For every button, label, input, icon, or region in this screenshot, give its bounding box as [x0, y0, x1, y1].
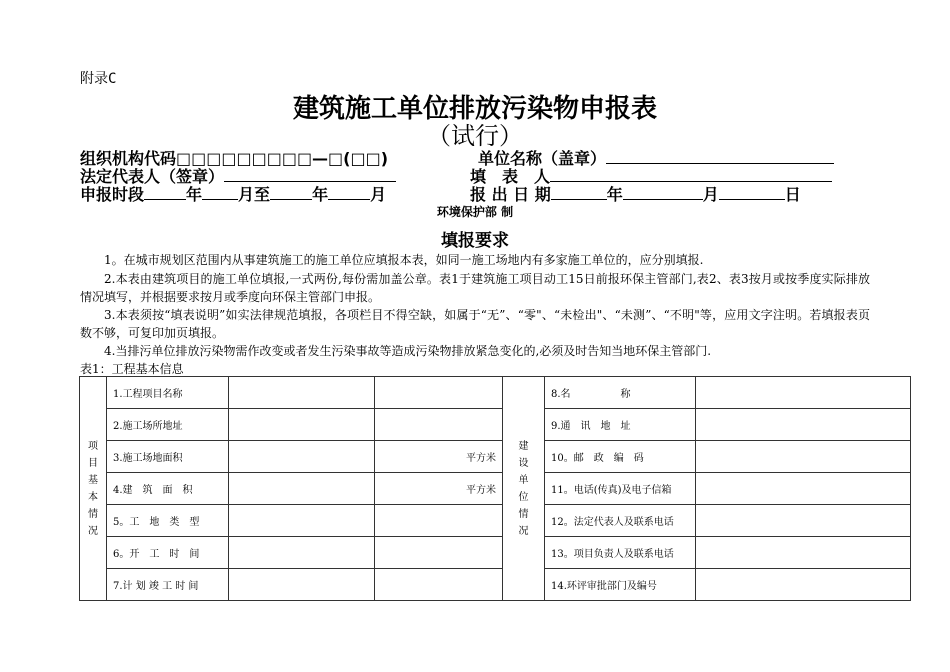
- left-field-label: 7.计 划 竣 工 时 间: [107, 569, 229, 601]
- report-date-field: [470, 182, 801, 205]
- left-field-label: 1.工程项目名称: [107, 377, 229, 409]
- requirement-item: 3.本表须按“填表说明”如实法律规范填报，各项栏目不得空缺，如属于“无”、“零"、“未检出"、“未测”、“不明"等，应用文字注明。若填报表页数不够，可复印加页填报。: [80, 308, 870, 340]
- table-row: [80, 537, 911, 569]
- left-field-label: 5。工 地 类 型: [107, 505, 229, 537]
- group-label-char: 基: [88, 474, 98, 486]
- period-year-label: 年: [186, 185, 203, 204]
- period-end-year-input[interactable]: [270, 185, 312, 200]
- left-field-value[interactable]: [229, 505, 375, 537]
- table-row: [80, 409, 911, 441]
- right-field-value[interactable]: [696, 441, 911, 473]
- right-field-value[interactable]: [696, 377, 911, 409]
- report-year-input[interactable]: [551, 185, 607, 200]
- form-title: 建筑施工单位排放污染物申报表: [292, 94, 657, 124]
- report-date-label: 报 出 日 期: [470, 185, 551, 204]
- filler-input[interactable]: [550, 167, 832, 182]
- unit-name-input[interactable]: [606, 149, 834, 164]
- period-month-label: 月: [238, 185, 255, 204]
- left-field-value[interactable]: [229, 377, 375, 409]
- period-field: [80, 182, 386, 205]
- left-field-unit: 平方米: [375, 473, 503, 505]
- right-field-value[interactable]: [696, 505, 911, 537]
- left-field-unit: [375, 569, 503, 601]
- report-month-label: 月: [702, 185, 719, 204]
- appendix-label: 附录C: [80, 71, 117, 87]
- form-subtitle: （试行）: [427, 122, 523, 150]
- legal-rep-label: 法定代表人（签章）: [80, 167, 225, 186]
- period-end-month-input[interactable]: [328, 185, 370, 200]
- right-field-label: 13。项目负责人及联系电话: [545, 537, 696, 569]
- right-field-label: 8.名 称: [545, 377, 696, 409]
- group-label-char: 项: [88, 440, 98, 452]
- group-label-char: 情: [518, 508, 529, 520]
- filler-label: 填 表 人: [470, 167, 551, 186]
- left-field-label: 4.建 筑 面 积: [107, 473, 229, 505]
- right-field-label: 11。电话(传真)及电子信箱: [545, 473, 696, 505]
- table-row: [80, 441, 911, 473]
- left-field-value[interactable]: [229, 409, 375, 441]
- requirement-item: 2.本表由建筑项目的施工单位填报,一式两份,每份需加盖公章。表1于建筑施工项目动工15日前报环保主管部门,表2、表3按月或按季度实际排放情况填写，并根据要求按月或季度向环保主管部门申报。: [80, 272, 870, 304]
- group-label-char: 建: [518, 440, 529, 452]
- right-field-label: 12。法定代表人及联系电话: [545, 505, 696, 537]
- table-row: [80, 569, 911, 601]
- report-day-input[interactable]: [719, 185, 785, 200]
- requirements-title: 填报要求: [441, 231, 509, 251]
- right-field-value[interactable]: [696, 409, 911, 441]
- left-field-unit: 平方米: [375, 441, 503, 473]
- unit-name-label: 单位名称（盖章）: [478, 149, 607, 168]
- period-end-year-label: 年: [312, 185, 329, 204]
- report-month-input[interactable]: [623, 185, 703, 200]
- report-day-label: 日: [784, 185, 801, 204]
- right-field-label: 14.环评审批部门及编号: [545, 569, 696, 601]
- table-row: [80, 473, 911, 505]
- group-label-char: 本: [88, 491, 98, 503]
- left-field-value[interactable]: [229, 441, 375, 473]
- right-field-value[interactable]: [696, 473, 911, 505]
- right-field-label: 9.通 讯 地 址: [545, 409, 696, 441]
- left-field-unit: [375, 377, 503, 409]
- right-field-label: 10。邮 政 编 码: [545, 441, 696, 473]
- table-row: [80, 377, 911, 409]
- group-label-char: 位: [518, 491, 529, 503]
- period-start-month-input[interactable]: [202, 185, 238, 200]
- group-label-char: 况: [88, 525, 98, 537]
- project-info-table: [79, 376, 911, 601]
- group-label-char: 况: [518, 525, 529, 537]
- issuer: 环境保护部 制: [436, 205, 514, 219]
- right-field-value[interactable]: [696, 569, 911, 601]
- left-field-value[interactable]: [229, 537, 375, 569]
- group-label-char: 目: [88, 457, 98, 469]
- left-field-unit: [375, 505, 503, 537]
- left-field-label: 2.施工场所地址: [107, 409, 229, 441]
- left-field-label: 6。开 工 时 间: [107, 537, 229, 569]
- left-field-value[interactable]: [229, 569, 375, 601]
- table-row: [80, 505, 911, 537]
- period-label: 申报时段: [80, 185, 145, 204]
- requirement-item: 4.当排污单位排放污染物需作改变或者发生污染事故等造成污染物排放紧急变化的,必须及时告知当地环保主管部门.: [104, 344, 712, 358]
- left-field-unit: [375, 409, 503, 441]
- period-end-month-label: 月: [370, 185, 387, 204]
- builder-info-group-label: [503, 377, 545, 601]
- requirement-item: 1。在城市规划区范围内从事建筑施工的施工单位应填报本表，如同一施工场地内有多家施工单位的，应分别填报.: [104, 253, 704, 267]
- legal-rep-input[interactable]: [224, 167, 396, 182]
- left-field-label: 3.施工场地面积: [107, 441, 229, 473]
- group-label-char: 单: [518, 474, 529, 486]
- project-basic-info-group-label: [80, 377, 107, 601]
- table-caption: 表1：工程基本信息: [80, 362, 184, 376]
- group-label-char: 设: [518, 457, 529, 469]
- org-code-label: 组织机构代码□□□□□□□□□—□(□□): [80, 149, 389, 168]
- group-label-char: 情: [88, 508, 98, 520]
- right-field-value[interactable]: [696, 537, 911, 569]
- period-to-label: 至: [254, 185, 271, 204]
- left-field-unit: [375, 537, 503, 569]
- report-year-label: 年: [606, 185, 623, 204]
- period-start-year-input[interactable]: [144, 185, 186, 200]
- left-field-value[interactable]: [229, 473, 375, 505]
